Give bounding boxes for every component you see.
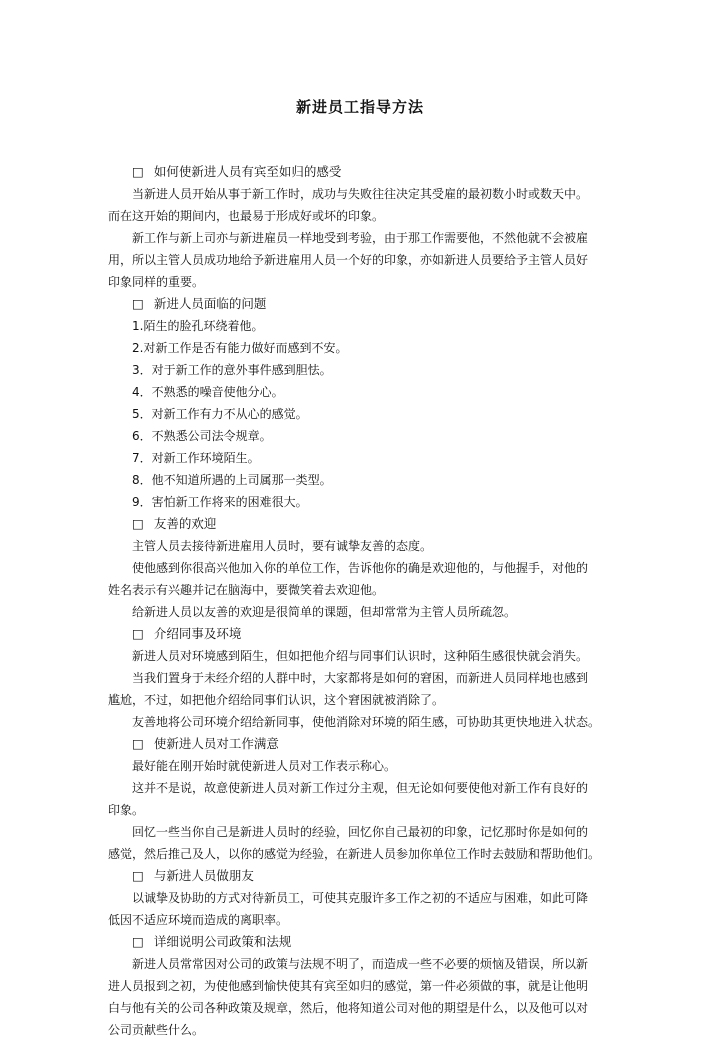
paragraph-line: 1.陌生的脸孔环绕着他。	[132, 319, 264, 333]
paragraph-line: 5．对新工作有力不从心的感觉。	[132, 407, 308, 421]
section-heading-text: 如何使新进人员有宾至如归的感受	[153, 164, 342, 179]
paragraph-line: 以诚挚及协助的方式对待新员工，可使其克服许多工作之初的不适应与困难，如此可降	[132, 891, 589, 905]
paragraph-line: 新进人员对环境感到陌生，但如把他介绍与同事们认识时，这种陌生感很快就会消失。	[132, 649, 589, 663]
paragraph-line: 低因不适应环境而造成的离职率。	[108, 913, 289, 927]
section-heading	[108, 865, 614, 887]
paragraph-line: 当新进人员开始从事于新工作时，成功与失败往往决定其受雇的最初数小时或数天中。	[132, 187, 589, 201]
paragraph-line: 4．不熟悉的噪音使他分心。	[132, 385, 284, 399]
paragraph-line: 尴尬，不过，如把他介绍给同事们认识，这个窘困就被消除了。	[108, 693, 445, 707]
paragraph-line: 印象。	[108, 803, 145, 817]
section-heading	[108, 733, 614, 755]
paragraph-line: 回忆一些当你自己是新进人员时的经验，回忆你自己最初的印象，记忆那时你是如何的	[132, 825, 589, 839]
paragraph-line: 当我们置身于未经介绍的人群中时，大家都将是如何的窘困，而新进人员同样地也感到	[132, 671, 589, 685]
paragraph-line: 8．他不知道所遇的上司属那一类型。	[132, 473, 332, 487]
paragraph-line: 新工作与新上司亦与新进雇员一样地受到考验，由于那工作需要他，不然他就不会被雇	[132, 231, 589, 245]
paragraph-line: 最好能在刚开始时就使新进人员对工作表示称心。	[132, 759, 397, 773]
section-heading	[108, 293, 614, 315]
paragraph-line: 进人员报到之初，为使他感到愉快使其有宾至如归的感觉，第一件必须做的事，就是让他明	[108, 979, 589, 993]
paragraph-line: 2.对新工作是否有能力做好而感到不安。	[132, 341, 348, 355]
paragraph-line: 6．不熟悉公司法令规章。	[132, 429, 272, 443]
section-heading-text: 详细说明公司政策和法规	[153, 934, 292, 949]
checkbox-bullet-icon: □	[132, 934, 144, 949]
paragraph-line: 主管人员去接待新进雇用人员时，要有诚挚友善的态度。	[132, 539, 433, 553]
paragraph-line: 公司贡献些什么。	[108, 1023, 205, 1037]
paragraph-line: 7．对新工作环境陌生。	[132, 451, 260, 465]
checkbox-bullet-icon: □	[132, 164, 144, 179]
paragraph-line: 使他感到你很高兴他加入你的单位工作，告诉他你的确是欢迎他的，与他握手，对他的	[132, 561, 589, 575]
document-body	[108, 161, 614, 1041]
section-heading	[108, 931, 614, 953]
checkbox-bullet-icon: □	[132, 516, 144, 531]
section-heading	[108, 513, 614, 535]
paragraph-line: 白与他有关的公司各种政策及规章，然后，他将知道公司对他的期望是什么，以及他可以对	[108, 1001, 589, 1015]
paragraph-line: 9．害怕新工作将来的困难很大。	[132, 495, 308, 509]
paragraph-line: 3．对于新工作的意外事件感到胆怯。	[132, 363, 332, 377]
paragraph-line: 新进人员常常因对公司的政策与法规不明了，而造成一些不必要的烦恼及错误，所以新	[132, 957, 589, 971]
checkbox-bullet-icon: □	[132, 296, 144, 311]
section-heading-text: 新进人员面临的问题	[153, 296, 267, 311]
checkbox-bullet-icon: □	[132, 868, 144, 883]
paragraph-line: 印象同样的重要。	[108, 275, 205, 289]
document-title: 新进员工指导方法	[295, 98, 424, 116]
paragraph-line: 这并不是说，故意使新进人员对新工作过分主观，但无论如何要使他对新工作有良好的	[132, 781, 589, 795]
section-heading	[108, 623, 614, 645]
checkbox-bullet-icon: □	[132, 736, 144, 751]
paragraph-line: 姓名表示有兴趣并记在脑海中，要微笑着去欢迎他。	[108, 583, 385, 597]
section-heading-text: 友善的欢迎	[153, 516, 217, 531]
section-heading	[108, 161, 614, 183]
section-heading-text: 介绍同事及环境	[153, 626, 242, 641]
paragraph-line: 用，所以主管人员成功地给予新进雇用人员一个好的印象，亦如新进人员要给予主管人员好	[108, 253, 589, 267]
section-heading-text: 使新进人员对工作满意	[153, 736, 279, 751]
paragraph-line: 友善地将公司环境介绍给新同事，使他消除对环境的陌生感，可协助其更快地进入状态。	[132, 715, 601, 729]
checkbox-bullet-icon: □	[132, 626, 144, 641]
paragraph-line: 给新进人员以友善的欢迎是很简单的课题，但却常常为主管人员所疏忽。	[132, 605, 517, 619]
section-heading-text: 与新进人员做朋友	[153, 868, 254, 883]
paragraph-line: 感觉，然后推己及人，以你的感觉为经验，在新进人员参加你单位工作时去鼓励和帮助他们。	[108, 847, 601, 861]
paragraph-line: 而在这开始的期间内，也最易于形成好或坏的印象。	[108, 209, 385, 223]
